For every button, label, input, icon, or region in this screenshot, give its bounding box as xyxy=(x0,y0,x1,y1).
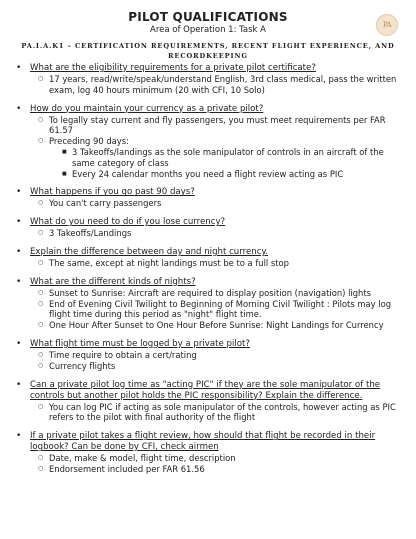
answer-item xyxy=(38,350,402,361)
answer-list xyxy=(14,228,402,239)
circle-bullet-icon: ○ xyxy=(38,258,44,266)
answer-text: Preceding 90 days: xyxy=(49,136,129,147)
spacer xyxy=(14,331,402,339)
answer-list xyxy=(14,288,402,331)
answer-item xyxy=(38,402,402,424)
spacer xyxy=(14,239,402,247)
circle-bullet-icon: ○ xyxy=(38,350,44,358)
answer-item xyxy=(38,464,402,475)
answer-list xyxy=(14,74,402,96)
answer-item xyxy=(38,320,402,331)
qa-item xyxy=(14,217,402,247)
square-bullet-icon: ■ xyxy=(62,170,67,177)
circle-bullet-icon: ○ xyxy=(38,464,44,472)
question-row xyxy=(14,339,402,350)
spacer xyxy=(14,423,402,431)
answer-text: 3 Takeoffs/Landings xyxy=(49,228,132,239)
question-row xyxy=(14,380,402,402)
sub-answer-item xyxy=(62,147,402,169)
question-text: Can a private pilot log time as "acting PIC" if they are the sole manipulator of the controls but another pilot holds the PIC responsibility? Explain the difference. xyxy=(30,379,381,401)
sub-answer-text: 3 Takeoffs/landings as the sole manipulator of controls in an aircraft of the same category of class xyxy=(72,146,384,168)
spacer xyxy=(14,372,402,380)
qa-item xyxy=(14,247,402,277)
section-heading: PA.I.A.K1 – CERTIFICATION REQUIREMENTS, RECENT FLIGHT EXPERIENCE, AND RECORDKEEPING xyxy=(21,42,395,60)
question-text: What do you need to do if you lose currency? xyxy=(30,217,226,228)
answer-text: 17 years, read/write/speak/understand English, 3rd class medical, pass the written exam, log 40 hours minimum (20 with CFI, 10 Solo) xyxy=(49,74,397,95)
question-row xyxy=(14,217,402,228)
circle-bullet-icon: ○ xyxy=(38,361,44,369)
answer-text: You can't carry passengers xyxy=(49,198,162,209)
question-text: Explain the difference between day and night currency. xyxy=(30,246,269,257)
answer-text: To legally stay current and fly passengers, you must meet requirements per FAR 61.57 xyxy=(49,114,386,136)
circle-bullet-icon: ○ xyxy=(38,288,44,296)
answer-text: One Hour After Sunset to One Hour Before Sunrise: Night Landings for Currency xyxy=(49,320,384,331)
answer-list xyxy=(14,115,402,180)
answer-list xyxy=(14,258,402,269)
question-row xyxy=(14,277,402,288)
sub-answer-list xyxy=(38,147,402,179)
bullet-icon: • xyxy=(16,379,22,390)
answer-text: End of Evening Civil Twilight to Beginning of Morning Civil Twilight : Pilots may log flight time during this period as "night" flight time. xyxy=(49,298,392,320)
answer-item xyxy=(38,453,402,464)
question-row xyxy=(14,187,402,198)
question-text: How do you maintain your currency as a private pilot? xyxy=(30,103,264,114)
question-text: What are the eligibility requirements for a private pilot certificate? xyxy=(30,63,316,73)
spacer xyxy=(14,179,402,187)
spacer xyxy=(14,96,402,104)
answer-item xyxy=(38,258,402,269)
answer-list xyxy=(14,402,402,424)
bullet-icon: • xyxy=(16,276,22,287)
brand-logo xyxy=(376,14,398,36)
bullet-icon: • xyxy=(16,246,22,257)
circle-bullet-icon: ○ xyxy=(38,229,44,237)
bullet-icon: • xyxy=(16,63,22,73)
spacer xyxy=(14,269,402,277)
answer-text: Endorsement included per FAR 61.56 xyxy=(49,463,205,474)
question-row xyxy=(14,63,402,74)
answer-text: Date, make & model, flight time, description xyxy=(49,453,236,464)
sub-answer-text: Every 24 calendar months you need a flight review acting as PIC xyxy=(72,168,344,179)
circle-bullet-icon: ○ xyxy=(38,115,44,123)
page-title: PILOT QUALIFICATIONS xyxy=(128,10,288,24)
question-text: What flight time must be logged by a private pilot? xyxy=(30,338,250,349)
answer-list xyxy=(14,350,402,372)
answer-item xyxy=(38,136,402,179)
qa-item xyxy=(14,339,402,380)
page-subtitle: Area of Operation 1: Task A xyxy=(150,25,266,35)
answer-item xyxy=(38,299,402,321)
bullet-icon: • xyxy=(16,187,22,198)
question-row xyxy=(14,431,402,453)
question-row xyxy=(14,247,402,258)
square-bullet-icon: ■ xyxy=(62,148,67,155)
bullet-icon: • xyxy=(16,103,22,114)
answer-item xyxy=(38,361,402,372)
question-text: What happens if you go past 90 days? xyxy=(30,187,195,198)
answer-text: Sunset to Sunrise: Aircraft are required to display position (navigation) lights xyxy=(49,287,372,298)
question-row xyxy=(14,104,402,115)
answer-text: Currency flights xyxy=(49,360,116,371)
bullet-icon: • xyxy=(16,431,22,442)
bullet-icon: • xyxy=(16,338,22,349)
circle-bullet-icon: ○ xyxy=(38,454,44,462)
qa-item xyxy=(14,187,402,217)
answer-list xyxy=(14,198,402,209)
qa-item xyxy=(14,277,402,339)
circle-bullet-icon: ○ xyxy=(38,402,44,410)
bullet-icon: • xyxy=(16,217,22,228)
question-text: What are the different kinds of nights? xyxy=(30,276,196,287)
answer-text: You can log PIC if acting as sole manipulator of the controls, however acting as PIC refers to the pilot with final authority of the flight xyxy=(49,401,396,423)
answer-item xyxy=(38,288,402,299)
circle-bullet-icon: ○ xyxy=(38,321,44,329)
answer-text: Time require to obtain a cert/rating xyxy=(49,349,197,360)
document-header xyxy=(14,10,402,35)
answer-item xyxy=(38,198,402,209)
answer-text: The same, except at night landings must be to a full stop xyxy=(49,257,289,268)
answer-list xyxy=(14,453,402,475)
qa-item xyxy=(14,104,402,188)
answer-item xyxy=(38,115,402,137)
sub-answer-item xyxy=(62,169,402,180)
answer-item xyxy=(38,228,402,239)
circle-bullet-icon: ○ xyxy=(38,199,44,207)
qa-item xyxy=(14,63,402,104)
question-text: If a private pilot takes a flight review, how should that flight be recorded in their logbook? Can be done by CFI, check airmen xyxy=(30,431,376,453)
circle-bullet-icon: ○ xyxy=(38,75,44,82)
qa-item xyxy=(14,431,402,475)
logo-monogram: PA xyxy=(382,21,392,29)
qa-item xyxy=(14,380,402,432)
spacer xyxy=(14,209,402,217)
qa-list xyxy=(14,63,402,475)
answer-item xyxy=(38,74,402,96)
circle-bullet-icon: ○ xyxy=(38,299,44,307)
circle-bullet-icon: ○ xyxy=(38,137,44,145)
